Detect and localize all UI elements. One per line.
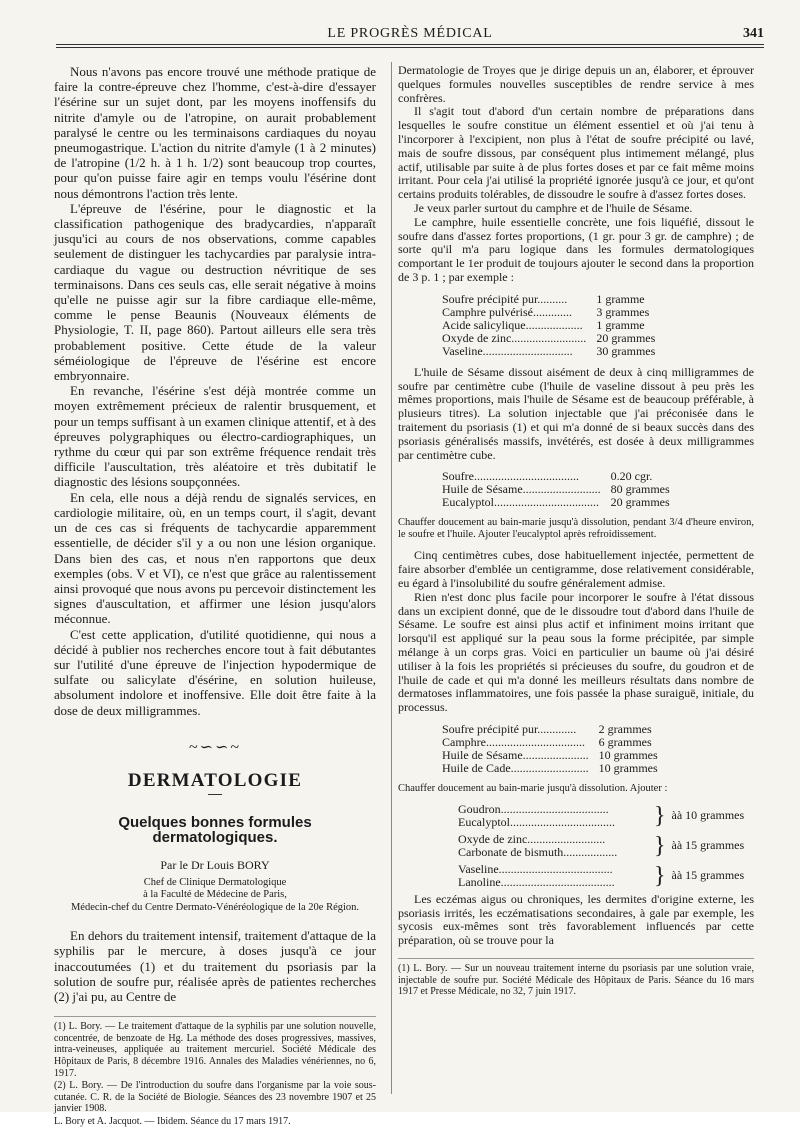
group-items — [458, 833, 648, 859]
ingredient: Huile de Sésame.......................... — [442, 482, 601, 497]
formula-row — [442, 306, 655, 319]
paragraph: C'est cette application, d'utilité quotidienne, qui nous a décidé à publier nos recherches encore tout à fait débutantes sur l'utilité d'une épreuve de l'injection hypodermique de sulfate ou salicylate d'ésérine, en solution huileuse, absolument indolore et inoffensive. Elle doit être faite à la dose de deux milligrammes. — [54, 626, 376, 718]
formula-row — [442, 749, 658, 762]
ingredient: Camphre pulvérisé............. — [442, 304, 572, 319]
quantity: 0.20 cgr. — [610, 469, 653, 484]
formula-row — [442, 762, 658, 775]
quantity: 1 gramme — [596, 291, 645, 306]
group-items — [458, 803, 648, 829]
formula-table-1 — [442, 293, 655, 358]
footnote: (2) L. Bory. — De l'introduction du soufre dans l'organisme par la voie sous-cutanée. C. R. de la Société de Biologie. Séances des 23 novembre 1907 et 25 janvier 1908. — [54, 1080, 376, 1115]
quantity: 10 grammes — [598, 747, 658, 762]
section-rule — [208, 794, 222, 795]
affiliation-line: à la Faculté de Médecine de Paris, — [143, 889, 287, 901]
ingredient: Acide salicylique................... — [442, 317, 583, 332]
footnote: L. Bory et A. Jacquot. — Ibidem. Séance du 17 mars 1917. — [54, 1116, 291, 1128]
journal-title: LE PROGRÈS MÉDICAL — [327, 26, 493, 41]
formula-table-2 — [442, 470, 670, 509]
right-column — [398, 64, 754, 998]
formula-row — [442, 496, 670, 509]
paragraph: Il s'agit tout d'abord d'un certain nombre de préparations dans lesquelles le soufre constitue un élément essentiel et où j'ai tenu à l'incorporer à l'excipient, non plus à l'état de soufre précipité ou lavé, mais de soufre dissous, par conséquent plus intimement mélangé, plus actif, utilisable par suite à de plus fortes doses et par ce fait même moins irritant. Pour cela j'ai utilisé la propriété ignorée jusqu'à ce jour, et qu'ont certains produits tolérables, de dissoudre le soufre à d'assez fortes doses. — [398, 104, 754, 202]
brace-icon: } — [654, 802, 666, 829]
author-affiliation — [54, 877, 376, 915]
ingredient-group — [458, 863, 754, 889]
ingredient: Vaseline.............................. — [442, 343, 573, 358]
ingredient: Camphre................................. — [442, 734, 585, 749]
ingredient: Soufre précipité pur.......... — [442, 291, 568, 306]
quantity: 1 gramme — [596, 317, 645, 332]
ingredient: Oxyde de zinc......................... — [442, 330, 587, 345]
quantity: 80 grammes — [610, 482, 670, 497]
quantity: 3 grammes — [596, 304, 650, 319]
preparation-note: Chauffer doucement au bain-marie jusqu'à dissolution. Ajouter : — [398, 782, 668, 794]
group-items — [458, 863, 648, 889]
ingredient: Oxyde de zinc.......................... — [458, 831, 606, 846]
article-title: Quelques bonnes formules dermatologiques. — [118, 814, 312, 847]
paragraph: L'épreuve de l'ésérine, pour le diagnostic et la classification pathogenique des bradycardies, n'apparaît jusqu'ici au cours de nos observations, comme capables seulement de distinguer les tachycardies par paralysie intra-cardiaque du vague ou destruction névritique de ses terminaisons. Dans ces seuls cas, elle serait négative à moins qu'elle ne puisse agir sur la fibre cardiaque elle-même, comme le pense Beaunis (Nouveaux éléments de Physiologie, T. II, page 860). Partout ailleurs elle sera très probablement positive. Cette étude de la valeur séméiologique de l'épreuve de l'ésérine est encore embryonnaire. — [54, 200, 376, 384]
quantity: àà 15 grammes — [671, 867, 745, 882]
quantity: 20 grammes — [596, 330, 656, 345]
ingredient: Goudron.................................... — [458, 801, 609, 816]
ingredient-group — [458, 803, 754, 829]
paragraph: En revanche, l'ésérine s'est déjà montrée comme un moyen extrêmement précieux de ralentir brusquement, et pour un temps suffisant à un examen clinique attentif, et à des épreuves polygraphiques ou électro-cardiographiques, un rythme du cœur qui par son extrême fréquence rendait très difficile l'auscultation, très aléatoire et très dubitatif le diagnostic des lésions soupçonnées. — [54, 383, 376, 490]
column-divider — [391, 62, 392, 1094]
ingredient: Soufre................................... — [442, 469, 579, 484]
page-header — [56, 24, 764, 44]
formula-row — [442, 332, 655, 345]
article-intro: En dehors du traitement intensif, traitement d'attaque de la syphilis par le mercure, à doses jusqu'à ce jour inaccoutumées (1) et du traitement du psoriasis par la solution de soufre pur, réalisée après de patientes recherches (2) j'ai pu, au Centre de — [54, 928, 376, 1005]
paragraph: Les eczémas aigus ou chroniques, les dermites d'origine externe, les psoriasis irrités, les eczématisations secondaires, à gale par exemple, les sycosis eux-mêmes sont très favorablement influencés par cette préparation, où se trouve pour la — [398, 891, 754, 948]
ingredient-group — [458, 833, 754, 859]
quantity: 20 grammes — [610, 495, 670, 510]
header-rule-double — [56, 47, 764, 48]
quantity: 2 grammes — [598, 721, 652, 736]
affiliation-line: Médecin-chef du Centre Dermato-Vénéréologique de la 20e Région. — [70, 901, 360, 913]
formula-table-3 — [442, 723, 658, 775]
ingredient: Huile de Sésame...................... — [442, 747, 589, 762]
quantity: 10 grammes — [598, 760, 658, 775]
section-title: DERMATOLOGIE — [127, 769, 303, 791]
left-column — [54, 64, 376, 1129]
formula-row — [442, 319, 655, 332]
ingredient: Lanoline...................................... — [458, 874, 615, 889]
page-number: 341 — [743, 26, 764, 41]
section-ornament: ~∽∽~ — [188, 738, 242, 756]
brace-icon: } — [654, 862, 666, 889]
ingredient: Eucalyptol................................... — [442, 495, 599, 510]
ingredient: Soufre précipité pur............. — [442, 721, 577, 736]
ingredient: Carbonate de bismuth.................. — [458, 844, 618, 859]
formula-row — [442, 293, 655, 306]
footnotes — [54, 1016, 376, 1127]
formula-row — [442, 736, 658, 749]
paragraph: L'huile de Sésame dissout aisément de deux à cinq milligrammes de soufre par centimètre cube (l'huile de vaseline dissout à peu près les mêmes proportions, mais l'huile de Sésame est de beaucoup préférable, à plusieurs titres). La solution injectable que j'ai préconisée dans le traitement du psoriasis (1) et qui m'a donné de si beaux succès dans des psoriasis généralisés massifs, invétérés, est dosée à deux milligrammes par centimètre cube. — [398, 364, 754, 462]
formula-row — [442, 723, 658, 736]
ingredient: Eucalyptol................................... — [458, 814, 615, 829]
quantity: àà 15 grammes — [671, 837, 745, 852]
paragraph: Nous n'avons pas encore trouvé une méthode pratique de faire la contre-épreuve chez l'homme, c'est-à-dire d'essayer l'ésérine sur un sujet dont, par les moyens inoffensifs du nitrite d'amyle ou de l'atropine, on aurait probablement paralysé le centre ou les terminaisons cardiaques du noyau pneumogastrique. L'action du nitrite d'amyle (1 à 2 minutes) de l'atropine (1/2 h. à 1 h. 1/2) sont beaucoup trop courtes, pour qu'on puisse faire agir en temps voulu l'ésérine dont nous démontrons l'action très lente. — [54, 64, 376, 201]
quantity: 30 grammes — [596, 343, 656, 358]
formula-row — [442, 345, 655, 358]
ingredient: Huile de Cade.......................... — [442, 760, 589, 775]
affiliation-line: Chef de Clinique Dermatologique — [143, 876, 287, 888]
paragraph: Dermatologie de Troyes que je dirige depuis un an, élaborer, et éprouver quelques formules nouvelles susceptibles de rendre service à mes confrères. — [398, 63, 754, 105]
quantity: àà 10 grammes — [671, 807, 745, 822]
article-byline: Par le Dr Louis BORY — [160, 857, 270, 872]
footnote: (1) L. Bory. — Le traitement d'attaque de la syphilis par une solution nouvelle, concentrée, de benzoate de Hg. La méthode des doses progressives, massives, intra-veineuses, appliquée au traitement mercuriel. Société Médicale des Hôpitaux de Paris, 8 décembre 1916. Annales des Maladies vénériennes, no 6, 1917. — [54, 1021, 376, 1079]
ingredient: Vaseline...................................... — [458, 861, 613, 876]
paragraph: Le camphre, huile essentielle concrète, une fois liquéfié, dissout le soufre dans d'assez fortes proportions, (1 gr. pour 3 gr. de camphre) ; de sorte qu'il m'a paru logique dans les formules dermatologiques comportant le 1er produit de toujours ajouter le second dans la proportion de 3 p. 1 ; par exemple : — [398, 214, 754, 284]
footnote: (1) L. Bory. — Sur un nouveau traitement interne du psoriasis par une solution vraie, injectable de soufre pur. Société Médicale des Hôpitaux de Paris. Séance du 16 mars 1917 et Presse Médicale, no 32, 7 juin 1917. — [398, 958, 754, 998]
paragraph: Rien n'est donc plus facile pour incorporer le soufre à l'état dissous dans un excipient donné, que de le dissoudre tout d'abord dans l'huile de Sésame. Le soufre est ainsi plus actif et infiniment moins irritant que lorsqu'il est appliqué sur la peau sous la forme précipitée, par simple mélange à un corps gras. Voici en particulier un baume où j'ai désiré utiliser à la fois les propriétés si précieuses du soufre, du goudron et de l'huile de cade et qui m'a donné les meilleurs résultats dans nombre de dermatoses inflammatoires, une fois passée la phase suraiguë, initiale, du processus. — [398, 589, 754, 715]
header-rule — [56, 44, 764, 45]
quantity: 6 grammes — [598, 734, 652, 749]
brace-icon: } — [654, 832, 666, 859]
paragraph: Je veux parler surtout du camphre et de l'huile de Sésame. — [414, 200, 693, 215]
paragraph: Cinq centimètres cubes, dose habituellement injectée, permettent de faire absorber d'emblée un centigramme, dose relativement considérable, eu égard à l'insolubilité du soufre généralement admise. — [398, 548, 754, 590]
preparation-note: Chauffer doucement au bain-marie jusqu'à dissolution, pendant 3/4 d'heure environ, le soufre et l'huile. Ajouter l'eucalyptol après refroidissement. — [398, 517, 754, 541]
paragraph: En cela, elle nous a déjà rendu de signalés services, en cardiologie militaire, où, en un temps court, il s'agit, devant un de ces cas si fréquents de tachycardie apparemment essentielle, de décider s'il y a ou non une lésion organique. Dans bien des cas, et nous n'en rapportons que deux exemples (obs. V et VI), ce n'est que grâce au ralentissement ainsi provoqué que nous avons pu percevoir distinctement les signes d'auscultation, et affirmer une lésion jusqu'alors méconnue. — [54, 489, 376, 627]
